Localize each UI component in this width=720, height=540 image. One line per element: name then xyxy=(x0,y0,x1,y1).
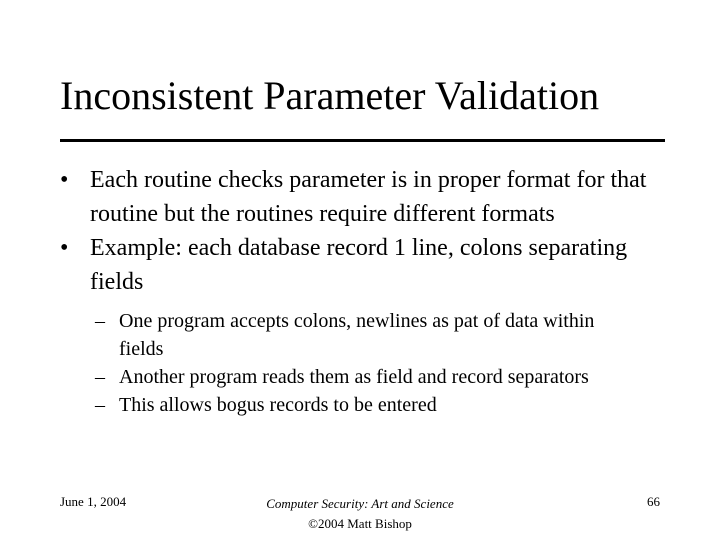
footer-copyright: ©2004 Matt Bishop xyxy=(308,516,412,531)
sub-bullet-item xyxy=(0,307,634,363)
footer-page-number: 66 xyxy=(647,494,660,509)
dash-symbol: – xyxy=(95,310,105,332)
footer-center xyxy=(200,494,520,534)
bullet-symbol: • xyxy=(60,235,69,261)
sub-bullet-text: This allows bogus records to be entered xyxy=(119,394,437,416)
bullet-symbol: • xyxy=(60,167,69,193)
sub-bullet-text: Another program reads them as field and record separators xyxy=(119,366,589,388)
dash-symbol: – xyxy=(95,366,105,388)
sub-bullet-text: One program accepts colons, newlines as pat of data within fields xyxy=(119,310,595,360)
dash-symbol: – xyxy=(95,394,105,416)
bullet-item xyxy=(0,163,650,231)
sub-bullet-item xyxy=(0,363,634,391)
bullet-text: Each routine checks parameter is in proper format for that routine but the routines require different formats xyxy=(90,167,647,227)
title-underline xyxy=(60,139,665,142)
footer-date: June 1, 2004 xyxy=(60,494,127,509)
bullet-text: Example: each database record 1 line, colons separating fields xyxy=(90,235,628,295)
slide-title: Inconsistent Parameter Validation xyxy=(60,73,600,118)
bullet-item xyxy=(0,231,650,299)
footer-course-title: Computer Security: Art and Science xyxy=(266,496,454,511)
slide-body xyxy=(0,163,720,419)
sub-bullet-item xyxy=(0,391,634,419)
